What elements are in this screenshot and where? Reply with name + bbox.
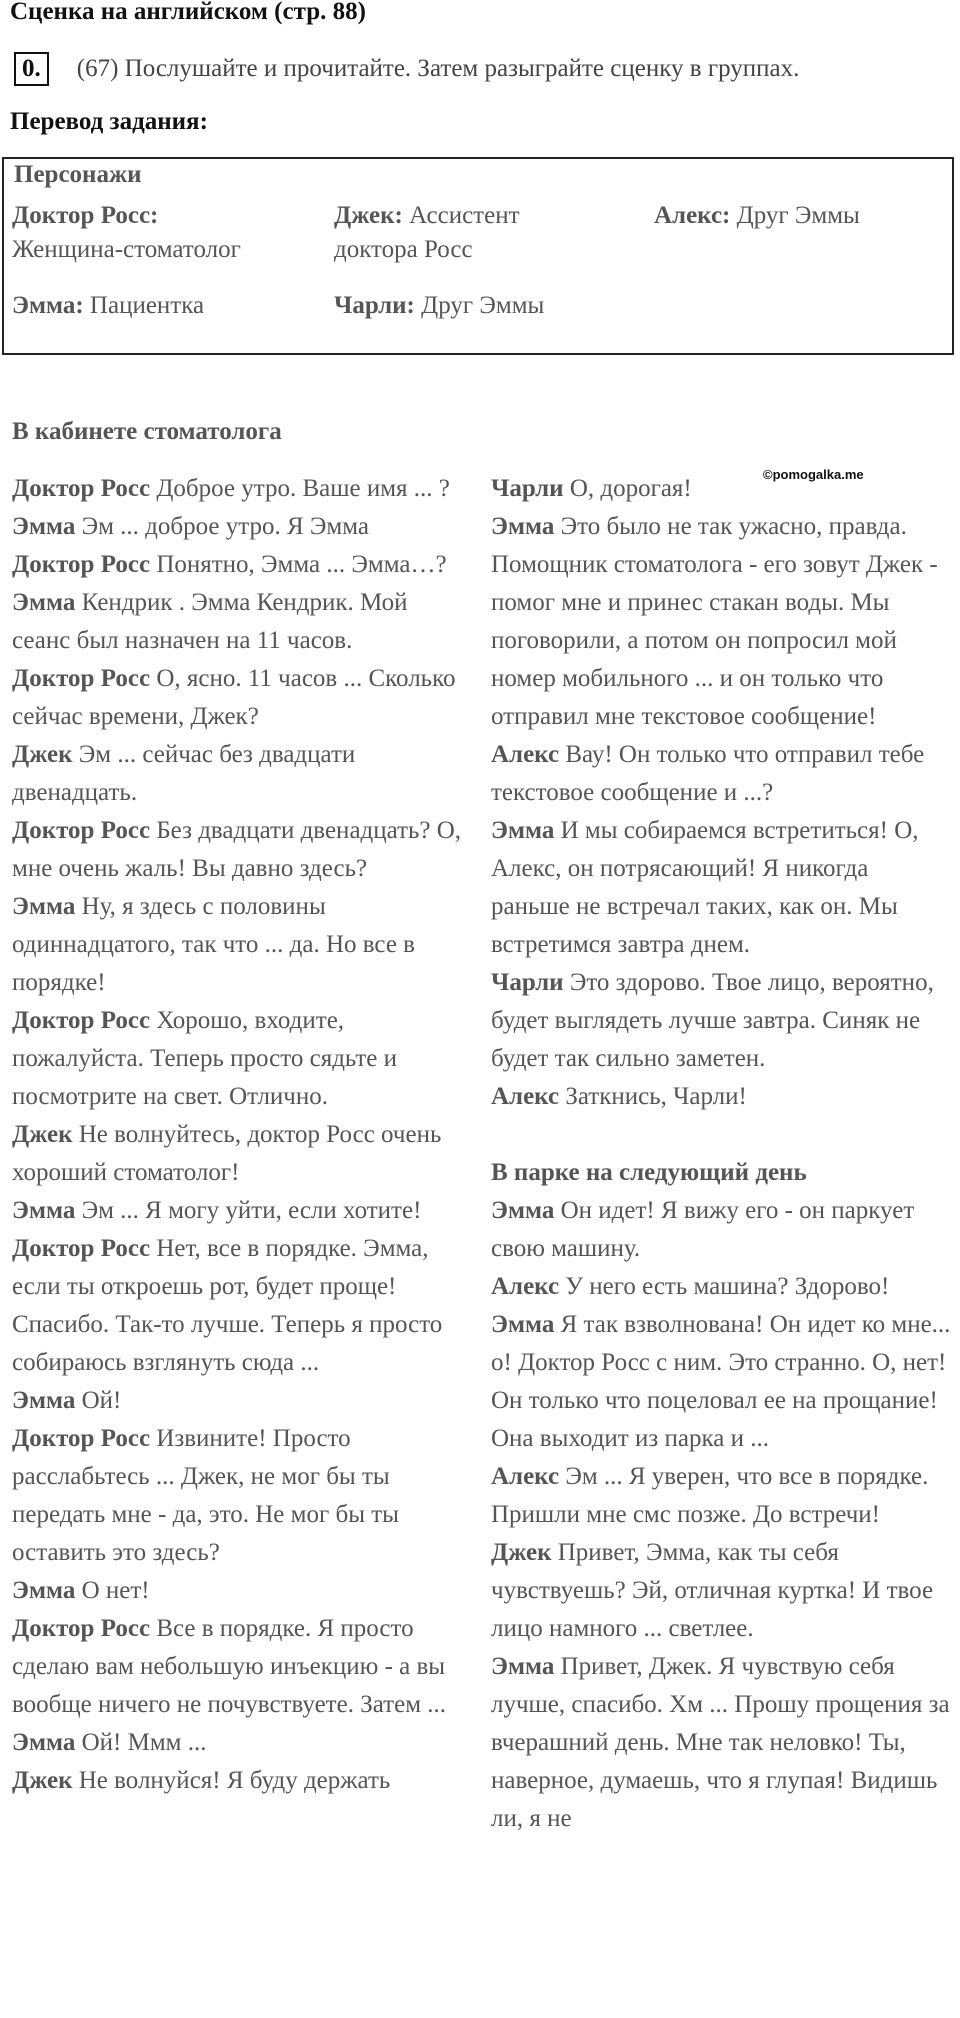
character-charlie: [334, 289, 544, 323]
speaker: Эмма: [12, 513, 76, 540]
speaker: Доктор Росс: [12, 817, 151, 844]
line-text: Ну, я здесь с половины одиннадцатого, так что ... да. Но все в порядке!: [12, 893, 415, 996]
line-text: Привет, Эмма, как ты себя чувствуешь? Эй, отличная куртка! И твое лицо намного ... светлее.: [491, 1539, 934, 1642]
dialogue-line: [12, 1382, 472, 1420]
dialogue-line: [12, 736, 472, 812]
speaker: Эмма: [491, 1653, 555, 1680]
character-name: Алекс:: [654, 202, 731, 229]
line-text: У него есть машина? Здорово!: [565, 1273, 890, 1300]
dialogue-line: [12, 1610, 472, 1724]
scene-title: В кабинете стоматолога: [12, 418, 282, 445]
speaker: Эмма: [12, 1577, 76, 1604]
line-text: Нет, все в порядке. Эмма, если ты откроешь рот, будет проще! Спасибо. Так-то лучше. Теперь я просто собираюсь взглянуть сюда ...: [12, 1235, 443, 1376]
watermark: ©pomogalka.me: [763, 467, 864, 482]
line-text: Привет, Джек. Я чувствую себя лучше, спасибо. Хм ... Прошу прощения за вчерашний день. Мне так неловко! Ты, наверное, думаешь, что я глупая! Видишь ли, я не: [491, 1653, 950, 1832]
speaker: Эмма: [12, 1729, 76, 1756]
park-title: В парке на следующий день: [491, 1159, 807, 1186]
characters-box: [2, 157, 954, 355]
line-text: Понятно, Эмма ... Эмма…?: [156, 551, 447, 578]
dialogue-line: [491, 508, 953, 736]
line-text: Извините! Просто расслабьтесь ... Джек, не мог бы ты передать мне - да, это. Не мог бы ты оставить это здесь?: [12, 1425, 399, 1566]
speaker: Эмма: [12, 893, 76, 920]
line-text: Без двадцати двенадцать? О, мне очень жаль! Вы давно здесь?: [12, 817, 462, 882]
speaker: Эмма: [12, 1387, 76, 1414]
line-text: Заткнись, Чарли!: [565, 1083, 747, 1110]
dialogue-line: [12, 1230, 472, 1382]
character-desc: Женщина-стоматолог: [12, 236, 241, 263]
speaker: Алекс: [491, 1083, 560, 1110]
dialogue-line: [491, 1458, 953, 1534]
dialogue-line: [491, 736, 953, 812]
line-text: Я так взволнована! Он идет ко мне... о! Доктор Росс с ним. Это странно. О, нет! Он только что поцеловал ее на прощание! Она выходит из парка и ...: [491, 1311, 951, 1452]
line-text: Не волнуйтесь, доктор Росс очень хороший стоматолог!: [12, 1121, 442, 1186]
line-text: Эм ... Я уверен, что все в порядке. Пришли мне смс позже. До встречи!: [491, 1463, 929, 1528]
dialogue-line: [491, 1306, 953, 1458]
speaker: Эмма: [12, 1197, 76, 1224]
line-text: Эм ... сейчас без двадцати двенадцать.: [12, 741, 356, 806]
speaker: Алекс: [491, 741, 560, 768]
spacer: [491, 1116, 953, 1154]
dialogue-line: [12, 470, 472, 508]
speaker: Доктор Росс: [12, 665, 151, 692]
dialogue-line: [12, 1192, 472, 1230]
dialogue-line: [491, 470, 953, 508]
dialogue-line: [12, 1420, 472, 1572]
speaker: Эмма: [12, 589, 76, 616]
line-text: Это было не так ужасно, правда. Помощник стоматолога - его зовут Джек - помог мне и принес стакан воды. Мы поговорили, а потом он попросил мой номер мобильного ... и он только что отправил мне текстовое сообщение!: [491, 513, 938, 730]
dialogue-line: [491, 1268, 953, 1306]
character-emma: [12, 289, 204, 323]
dialogue-column-left: [12, 470, 472, 1800]
dialogue-line: [491, 1648, 953, 1838]
dialogue-line: [491, 964, 953, 1078]
dialogue-line: [12, 1724, 472, 1762]
character-doctor-ross: [12, 199, 252, 267]
character-name: Эмма:: [12, 292, 84, 319]
character-name: Доктор Росс:: [12, 202, 159, 229]
line-text: О, ясно. 11 часов ... Сколько сейчас времени, Джек?: [12, 665, 456, 730]
task-line: [14, 52, 799, 86]
character-jack: [334, 199, 574, 267]
line-text: Не волнуйся! Я буду держать: [78, 1767, 391, 1794]
dialogue-line: [491, 812, 953, 964]
speaker: Эмма: [491, 817, 555, 844]
speaker: Доктор Росс: [12, 475, 151, 502]
line-text: Вау! Он только что отправил тебе текстовое сообщение и ...?: [491, 741, 925, 806]
dialogue-line: [12, 584, 472, 660]
character-desc: Друг Эммы: [736, 202, 860, 229]
speaker: Доктор Росс: [12, 1007, 151, 1034]
line-text: Эм ... Я могу уйти, если хотите!: [81, 1197, 422, 1224]
line-text: Ой! Ммм ...: [81, 1729, 207, 1756]
translation-label: Перевод задания:: [10, 108, 208, 135]
dialogue-line: [12, 1762, 472, 1800]
line-text: Он идет! Я вижу его - он паркует свою машину.: [491, 1197, 915, 1262]
dialogue-line: [491, 1078, 953, 1116]
task-number: 0.: [14, 52, 49, 86]
speaker: Джек: [12, 1767, 73, 1794]
page-title: Сценка на английском (стр. 88): [10, 0, 366, 25]
dialogue-line: [12, 1002, 472, 1116]
character-desc: Друг Эммы: [421, 292, 545, 319]
line-text: Ой!: [81, 1387, 122, 1414]
speaker: Эмма: [491, 1197, 555, 1224]
speaker: Джек: [12, 1121, 73, 1148]
dialogue-column-right: [491, 470, 953, 1838]
dialogue-line: [491, 1534, 953, 1648]
speaker: Джек: [12, 741, 73, 768]
speaker: Доктор Росс: [12, 1425, 151, 1452]
dialogue-line: [12, 888, 472, 1002]
speaker: Чарли: [491, 969, 564, 996]
characters-heading: Персонажи: [14, 161, 142, 188]
line-text: Хорошо, входите, пожалуйста. Теперь просто сядьте и посмотрите на свет. Отлично.: [12, 1007, 398, 1110]
task-text: (67) Послушайте и прочитайте. Затем разыграйте сценку в группах.: [76, 55, 800, 82]
dialogue-line: [12, 1116, 472, 1192]
line-text: И мы собираемся встретиться! О, Алекс, он потрясающий! Я никогда раньше не встречал таких, как он. Мы встретимся завтра днем.: [491, 817, 919, 958]
character-alex: [654, 199, 944, 233]
line-text: Эм ... доброе утро. Я Эмма: [81, 513, 369, 540]
line-text: Кендрик . Эмма Кендрик. Мой сеанс был назначен на 11 часов.: [12, 589, 408, 654]
line-text: О, дорогая!: [569, 475, 692, 502]
line-text: Доброе утро. Ваше имя ... ?: [156, 475, 450, 502]
line-text: Это здорово. Твое лицо, вероятно, будет выглядеть лучше завтра. Синяк не будет так сильно заметен.: [491, 969, 934, 1072]
character-name: Чарли:: [334, 292, 415, 319]
dialogue-line: [12, 812, 472, 888]
character-desc: Пациентка: [89, 292, 205, 319]
speaker: Эмма: [491, 513, 555, 540]
dialogue-line: [12, 546, 472, 584]
dialogue-line: [12, 660, 472, 736]
dialogue-line: [12, 508, 472, 546]
speaker: Доктор Росс: [12, 551, 151, 578]
character-desc: Ассистент доктора Росс: [334, 202, 520, 263]
dialogue-line: [12, 1572, 472, 1610]
line-text: О нет!: [81, 1577, 150, 1604]
line-text: Все в порядке. Я просто сделаю вам небольшую инъекцию - а вы вообще ничего не почувствуете. Затем ...: [12, 1615, 447, 1718]
speaker: Доктор Росс: [12, 1615, 151, 1642]
speaker: Доктор Росс: [12, 1235, 151, 1262]
speaker: Алекс: [491, 1463, 560, 1490]
character-name: Джек:: [334, 202, 403, 229]
speaker: Джек: [491, 1539, 552, 1566]
speaker: Алекс: [491, 1273, 560, 1300]
speaker: Чарли: [491, 475, 564, 502]
speaker: Эмма: [491, 1311, 555, 1338]
dialogue-line: [491, 1192, 953, 1268]
